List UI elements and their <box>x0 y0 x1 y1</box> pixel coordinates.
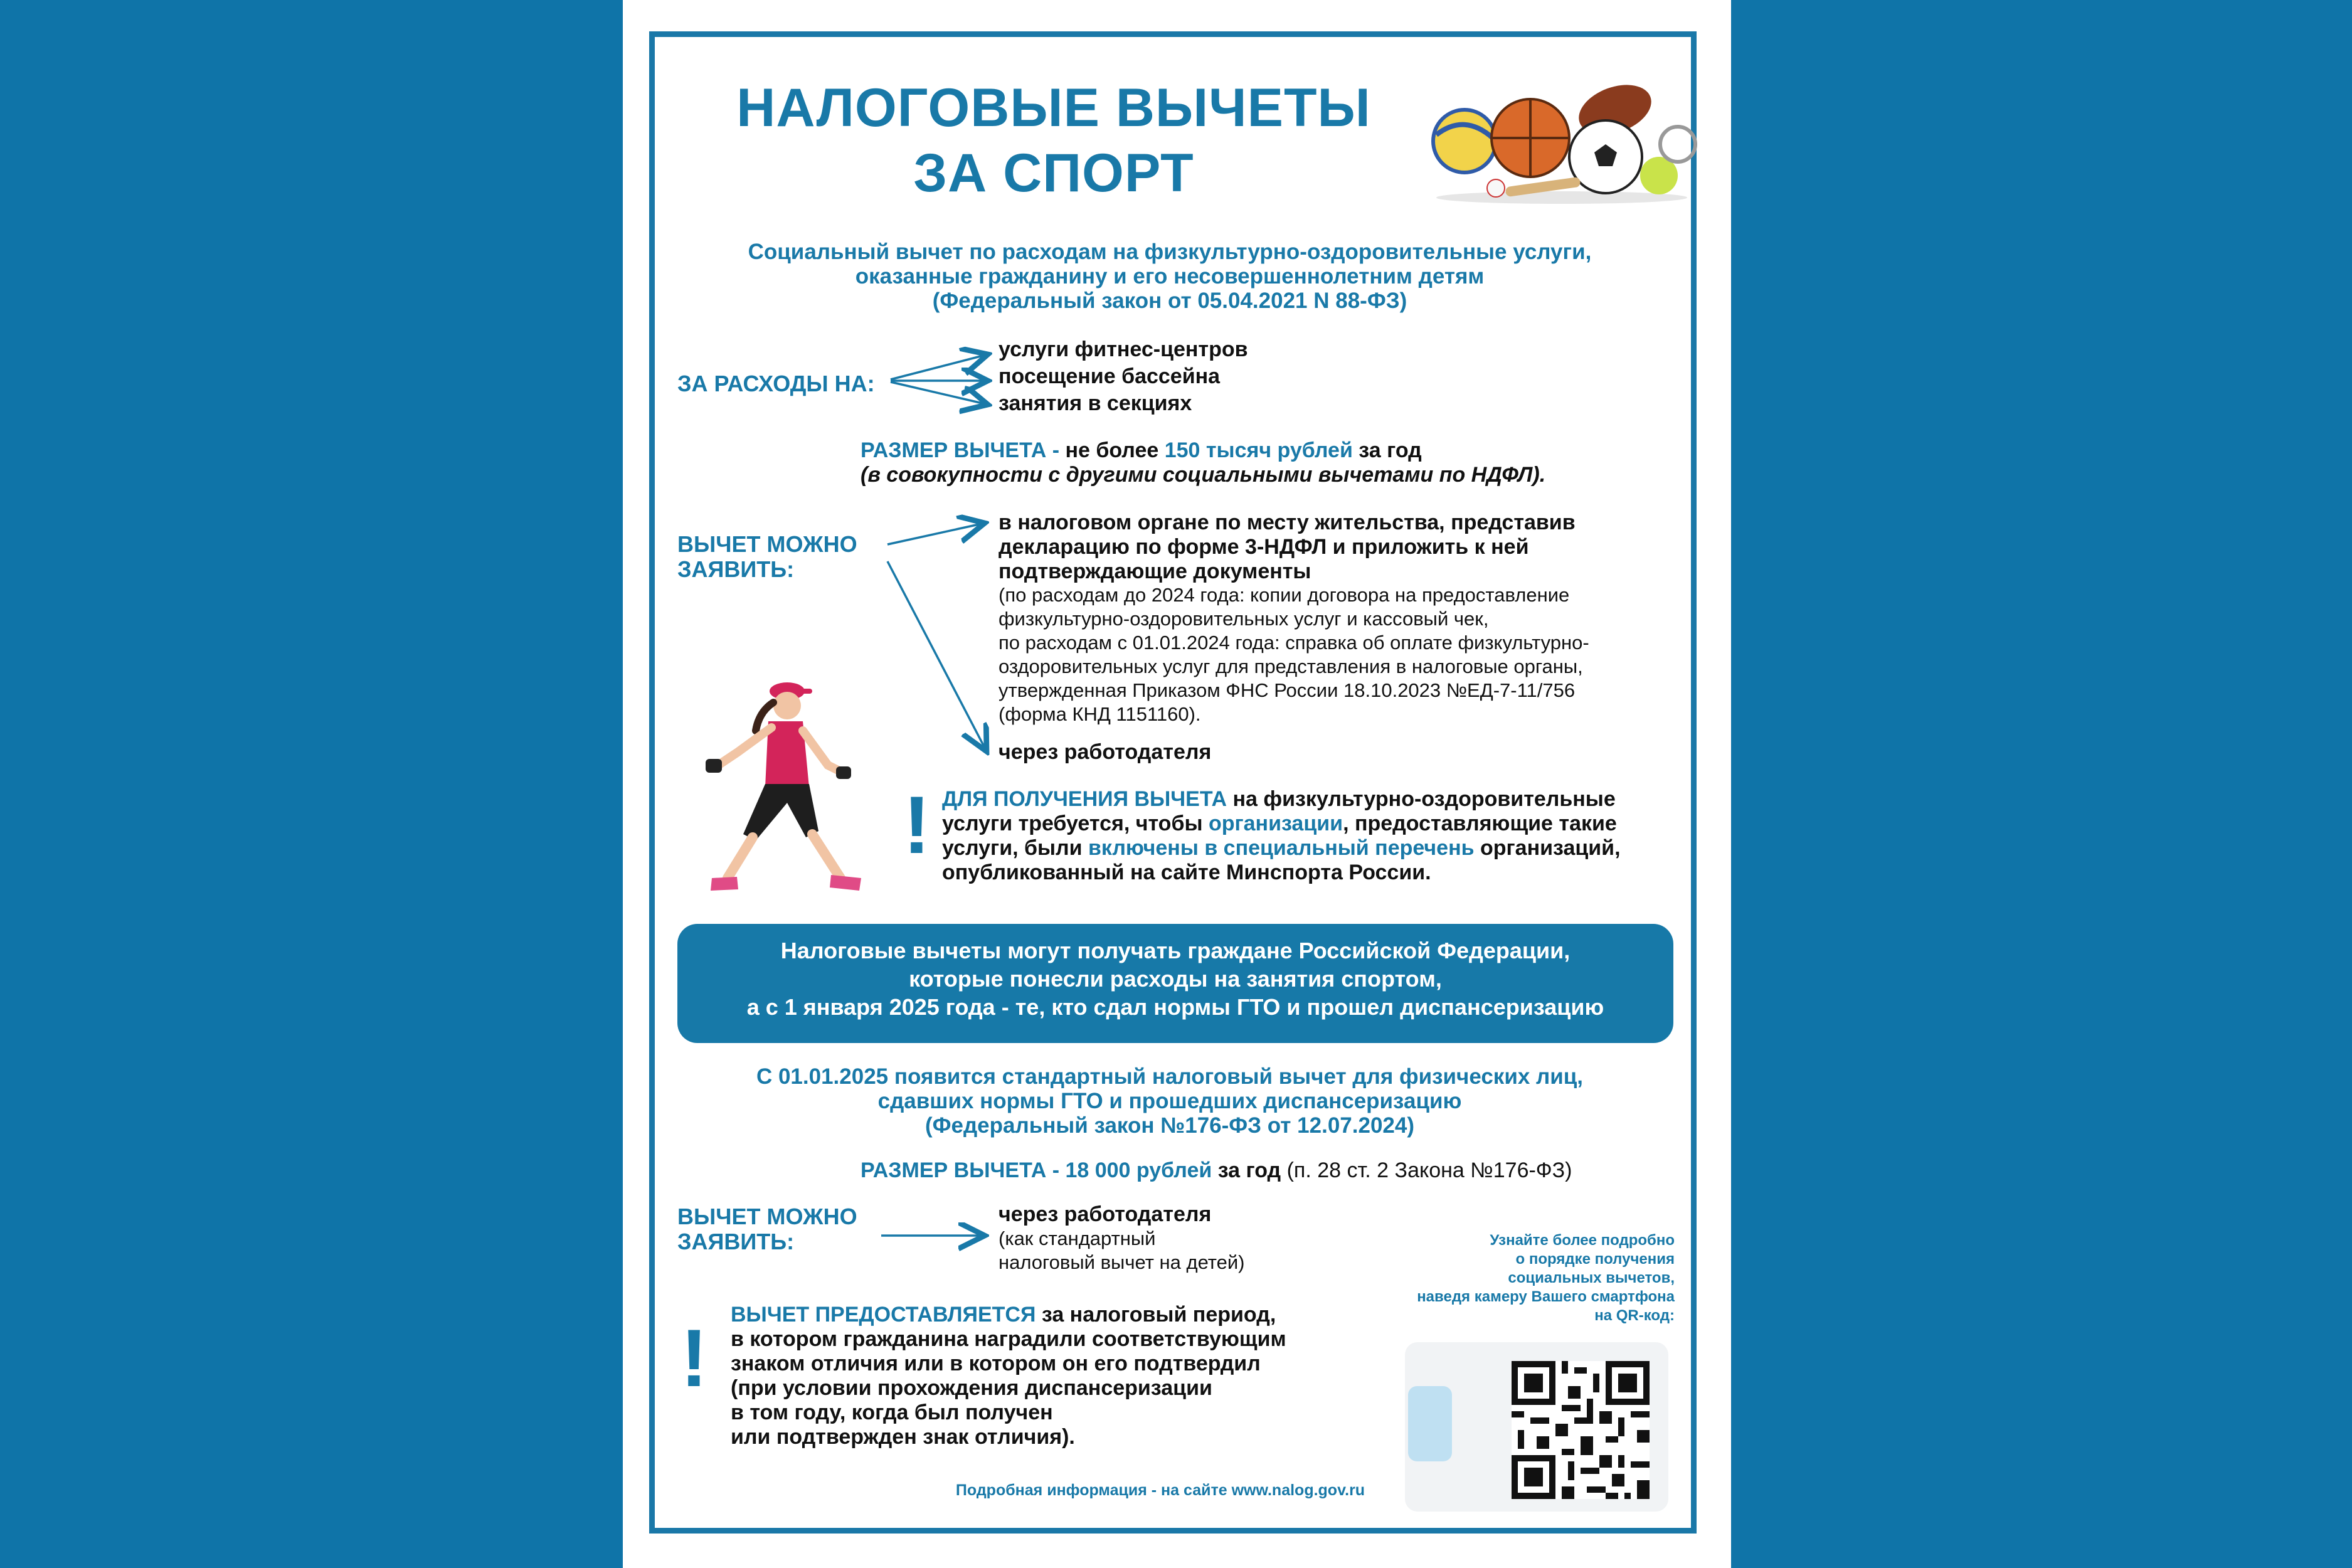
notice-period <box>731 1303 1286 1449</box>
qr-instructions <box>1367 1231 1675 1325</box>
claim2-line: (как стандартный <box>999 1227 1156 1249</box>
deduction-period: за год <box>1212 1158 1281 1182</box>
title-line-2: ЗА СПОРТ <box>913 143 1194 203</box>
walking-woman-icon <box>693 677 875 903</box>
deduction-size-2 <box>861 1158 1572 1183</box>
notice2-line: в том году, когда был получен <box>731 1401 1053 1424</box>
deduction-note: (в совокупности с другими социальными вычетами по НДФЛ). <box>861 463 1546 487</box>
claim-label-2 <box>677 1204 857 1254</box>
claim-option-employer: через работодателя <box>999 740 1212 764</box>
qr-line: на QR-код: <box>1594 1307 1675 1324</box>
notice-line <box>942 836 1682 861</box>
notice-text: услуги, были <box>942 836 1088 860</box>
deduction-period: за год <box>1352 438 1422 462</box>
notice2-text: за налоговый период, <box>1036 1303 1276 1327</box>
qr-line: наведя камеру Вашего смартфона <box>1417 1288 1675 1305</box>
notice-text: , предоставляющие такие <box>1343 812 1617 835</box>
notice-highlight: включены в специальный перечень <box>1088 836 1475 860</box>
notice-registry <box>942 787 1682 885</box>
expenses-list <box>999 337 1248 416</box>
claim-option-tax-office <box>999 511 1576 584</box>
expense-item: занятия в секциях <box>999 391 1192 415</box>
intro-line-1: Социальный вычет по расходам на физкультурно-оздоровительные услуги, <box>748 240 1592 264</box>
banner-line: а с 1 января 2025 года - те, кто сдал нормы ГТО и прошел диспансеризацию <box>746 994 1604 1020</box>
notice-text: организаций, <box>1474 836 1621 860</box>
footer-info: Подробная информация - на сайте www.nalog.gov.ru <box>955 1481 1365 1499</box>
exclamation-icon: ! <box>903 779 931 871</box>
qr-line: социальных вычетов, <box>1508 1269 1675 1286</box>
deduction-amount: 150 тысяч рублей <box>1164 438 1353 462</box>
smartphone-icon <box>1408 1386 1452 1461</box>
details-line: физкультурно-оздоровительных услуг и кассовый чек, <box>999 608 1489 630</box>
details-line: по расходам с 01.01.2024 года: справка об оплате физкультурно- <box>999 632 1589 654</box>
qr-code-icon[interactable] <box>1512 1361 1650 1499</box>
claim-label-line: ВЫЧЕТ МОЖНО <box>677 531 857 557</box>
deduction-size-1 <box>861 438 1422 463</box>
notice-text: на физкультурно-оздоровительные <box>1227 787 1616 811</box>
notice2-line <box>731 1303 1286 1327</box>
notice2-line: или подтвержден знак отличия). <box>731 1425 1075 1449</box>
notice-highlight: организации <box>1208 812 1343 835</box>
details-line: (форма КНД 1151160). <box>999 703 1201 725</box>
intro-text <box>684 240 1656 313</box>
deduction-label: РАЗМЕР ВЫЧЕТА - <box>861 438 1060 462</box>
page-title <box>690 75 1417 206</box>
expenses-label: ЗА РАСХОДЫ НА: <box>677 371 875 396</box>
details-line: утвержденная Приказом ФНС России 18.10.2023 №ЕД-7-11/756 <box>999 679 1576 701</box>
notice2-line: знаком отличия или в котором он его подтвердил <box>731 1352 1261 1375</box>
claim2-line: через работодателя <box>999 1202 1212 1226</box>
banner-line: Налоговые вычеты могут получать граждане Российской Федерации, <box>780 938 1571 963</box>
deduction-reference: (п. 28 ст. 2 Закона №176-ФЗ) <box>1281 1158 1572 1182</box>
eligibility-banner <box>677 924 1673 1043</box>
details-line: (по расходам до 2024 года: копии договора на предоставление <box>999 584 1570 606</box>
notice-line <box>942 812 1682 836</box>
claim-documents-details <box>999 583 1589 726</box>
sports-balls-icon <box>1424 75 1700 207</box>
deduction-label: РАЗМЕР ВЫЧЕТА - <box>861 1158 1060 1182</box>
claim-employer-standard <box>999 1202 1245 1274</box>
expense-item: посещение бассейна <box>999 364 1221 388</box>
claim-label-line: ЗАЯВИТЬ: <box>677 1229 795 1254</box>
intro-line-3: (Федеральный закон от 05.04.2021 N 88-ФЗ) <box>932 289 1407 313</box>
standard-line: сдавших нормы ГТО и прошедших диспансеризацию <box>877 1089 1462 1113</box>
expenses-arrows <box>884 348 997 411</box>
option-line: в налоговом органе по месту жительства, представив <box>999 511 1576 534</box>
expense-item: услуги фитнес-центров <box>999 337 1248 361</box>
standard-deduction-text <box>684 1064 1656 1138</box>
notice2-highlight: ВЫЧЕТ ПРЕДОСТАВЛЯЕТСЯ <box>731 1303 1036 1327</box>
notice-text: услуги требуется, чтобы <box>942 812 1209 835</box>
details-line: оздоровительных услуг для представления в налоговые органы, <box>999 655 1583 677</box>
claim2-line: налоговый вычет на детей) <box>999 1251 1245 1273</box>
banner-line: которые понесли расходы на занятия спортом, <box>909 966 1442 992</box>
option-line: подтверждающие документы <box>999 559 1311 583</box>
notice-line: опубликованный на сайте Минспорта России. <box>942 861 1431 884</box>
claim-arrows-1 <box>881 514 1007 759</box>
notice2-line: (при условии прохождения диспансеризации <box>731 1376 1212 1400</box>
claim-label-line: ВЫЧЕТ МОЖНО <box>677 1204 857 1229</box>
claim-label-1 <box>677 532 857 582</box>
deduction-text: не более <box>1059 438 1165 462</box>
intro-line-2: оказанные гражданину и его несовершеннолетним детям <box>855 264 1485 289</box>
claim-label-line: ЗАЯВИТЬ: <box>677 556 795 582</box>
exclamation-icon: ! <box>681 1312 708 1404</box>
standard-line: (Федеральный закон №176-ФЗ от 12.07.2024) <box>924 1113 1415 1138</box>
title-line-1: НАЛОГОВЫЕ ВЫЧЕТЫ <box>736 78 1371 138</box>
option-line: декларацию по форме 3-НДФЛ и приложить к ней <box>999 535 1529 559</box>
notice2-line: в котором гражданина наградили соответствующим <box>731 1327 1286 1351</box>
qr-line: о порядке получения <box>1515 1251 1675 1268</box>
qr-line: Узнайте более подробно <box>1490 1232 1675 1249</box>
standard-line: С 01.01.2025 появится стандартный налоговый вычет для физических лиц, <box>756 1064 1584 1089</box>
claim-arrow-2 <box>878 1223 1004 1248</box>
notice-highlight: ДЛЯ ПОЛУЧЕНИЯ ВЫЧЕТА <box>942 787 1227 811</box>
notice-line <box>942 787 1682 812</box>
deduction-amount: 18 000 рублей <box>1059 1158 1212 1182</box>
